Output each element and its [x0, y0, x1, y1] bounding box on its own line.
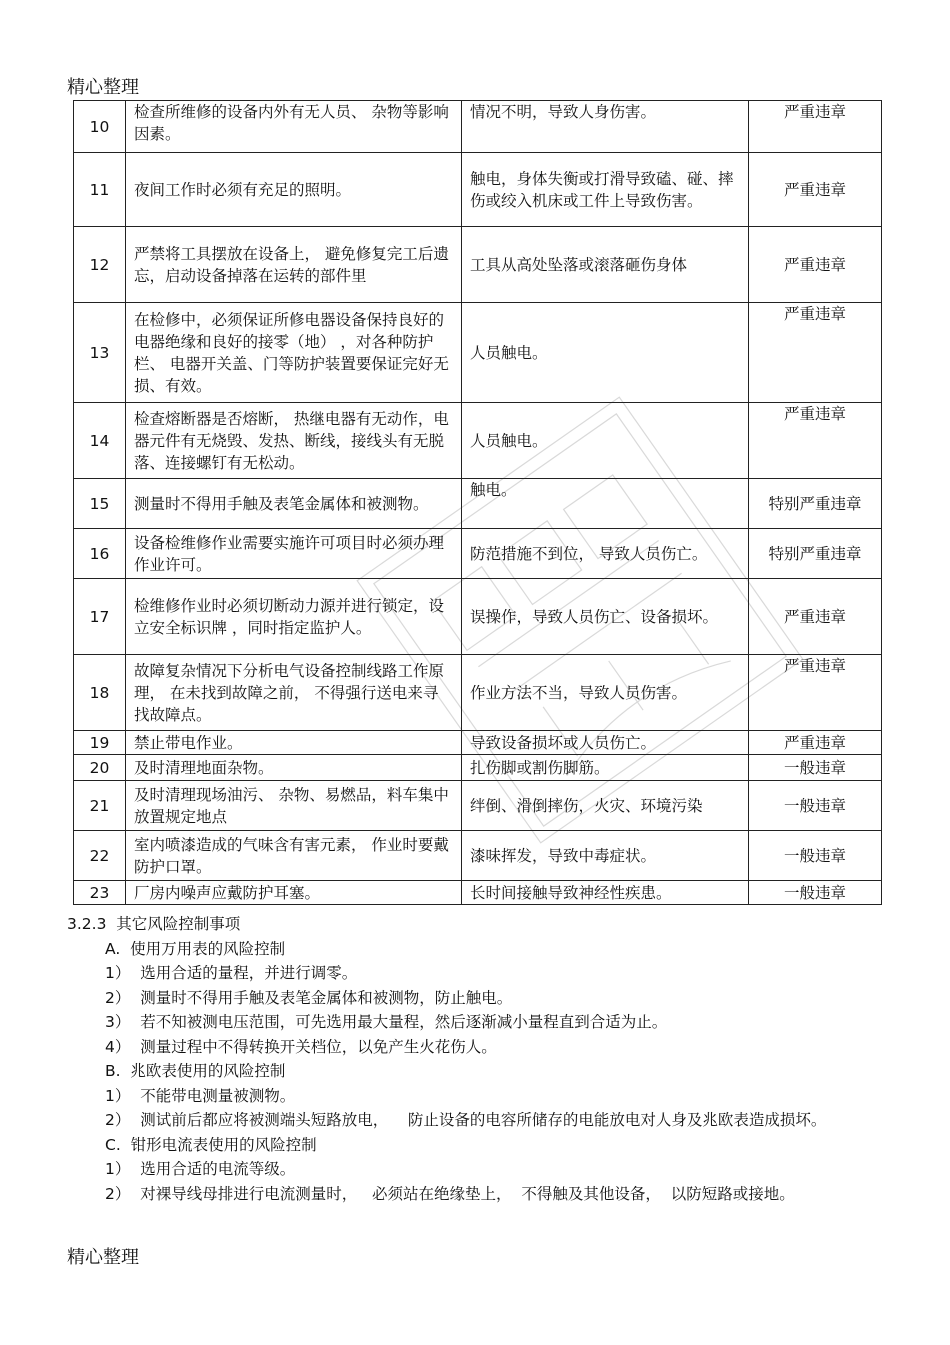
- row-number: 18: [74, 655, 126, 731]
- violation-level: 严重违章: [749, 153, 882, 227]
- list-item: 2） 测试前后都应将被测端头短路放电， 防止设备的电容所储存的电能放电对人身及兆欧表造成损坏。: [105, 1111, 827, 1129]
- row-number: 20: [74, 755, 126, 781]
- control-measure: 检查所维修的设备内外有无人员、 杂物等影响因素。: [126, 101, 462, 153]
- control-measure: 室内喷漆造成的气味含有害元素， 作业时要戴防护口罩。: [126, 831, 462, 881]
- risk-description: 工具从高处坠落或滚落砸伤身体: [462, 227, 749, 303]
- risk-description: 漆味挥发，导致中毒症状。: [462, 831, 749, 881]
- control-measure: 及时清理地面杂物。: [126, 755, 462, 781]
- row-number: 22: [74, 831, 126, 881]
- violation-level: 严重违章: [749, 227, 882, 303]
- row-number: 15: [74, 479, 126, 529]
- table-row: [74, 781, 882, 831]
- row-number: 11: [74, 153, 126, 227]
- section-heading: 3.2.3 其它风险控制事项: [67, 915, 241, 933]
- control-measure: 测量时不得用手触及表笔金属体和被测物。: [126, 479, 462, 529]
- risk-description: 作业方法不当，导致人员伤害。: [462, 655, 749, 731]
- other-risk-control-section: [67, 912, 887, 1206]
- risk-description: 情况不明，导致人身伤害。: [462, 101, 749, 153]
- list-item: 2） 对裸导线母排进行电流测量时， 必须站在绝缘垫上， 不得触及其他设备， 以防短路或接地。: [105, 1184, 795, 1203]
- row-number: 12: [74, 227, 126, 303]
- table-row: [74, 479, 882, 529]
- risk-description: 人员触电。: [462, 403, 749, 479]
- table-row: [74, 529, 882, 579]
- control-measure: 故障复杂情况下分析电气设备控制线路工作原理， 在未找到故障之前， 不得强行送电来寻找故障点。: [126, 655, 462, 731]
- list-item: 1） 不能带电测量被测物。: [105, 1086, 296, 1105]
- list-item: 4） 测量过程中不得转换开关档位，以免产生火花伤人。: [105, 1037, 497, 1056]
- violation-level: 一般违章: [749, 881, 882, 905]
- list-item: 2） 测量时不得用手触及表笔金属体和被测物，防止触电。: [105, 988, 513, 1007]
- clamp-meter-subheading: C. 钳形电流表使用的风险控制: [105, 1135, 317, 1154]
- list-item: 1） 选用合适的电流等级。: [105, 1160, 296, 1178]
- violation-level: 严重违章: [749, 731, 882, 755]
- control-measure: 检查熔断器是否熔断， 热继电器有无动作，电器元件有无烧毁、发热、断线，接线头有无脱落、连接螺钉有无松动。: [126, 403, 462, 479]
- violation-level: 严重违章: [749, 655, 882, 731]
- violation-level: 严重违章: [749, 303, 882, 403]
- table-row: [74, 881, 882, 905]
- multimeter-subheading: A. 使用万用表的风险控制: [105, 939, 286, 958]
- violation-level: 特别严重违章: [749, 529, 882, 579]
- violation-level: 一般违章: [749, 755, 882, 781]
- risk-description: 导致设备损坏或人员伤亡。: [462, 731, 749, 755]
- table-row: [74, 579, 882, 655]
- violation-level: 严重违章: [749, 403, 882, 479]
- violation-level: 一般违章: [749, 781, 882, 831]
- control-measure: 设备检维修作业需要实施许可项目时必须办理作业许可。: [126, 529, 462, 579]
- control-measure: 在检修中，必须保证所修电器设备保持良好的电器绝缘和良好的接零（地） ，对各种防护栏、 电器开关盖、门等防护装置要保证完好无损、有效。: [126, 303, 462, 403]
- risk-description: 人员触电。: [462, 303, 749, 403]
- row-number: 16: [74, 529, 126, 579]
- violation-level: 特别严重违章: [749, 479, 882, 529]
- control-measure: 严禁将工具摆放在设备上， 避免修复完工后遗忘，启动设备掉落在运转的部件里: [126, 227, 462, 303]
- table-row: [74, 831, 882, 881]
- violation-level: 严重违章: [749, 101, 882, 153]
- row-number: 13: [74, 303, 126, 403]
- row-number: 19: [74, 731, 126, 755]
- page-footer: 精心整理: [67, 1247, 139, 1268]
- violation-level: 严重违章: [749, 579, 882, 655]
- control-measure: 禁止带电作业。: [126, 731, 462, 755]
- megohmmeter-subheading: B. 兆欧表使用的风险控制: [105, 1062, 286, 1080]
- risk-description: 绊倒、滑倒摔伤，火灾、环境污染: [462, 781, 749, 831]
- page-header: 精心整理: [67, 77, 139, 98]
- row-number: 23: [74, 881, 126, 905]
- risk-description: 触电。: [462, 479, 749, 529]
- risk-control-table: [73, 100, 882, 905]
- table-row: [74, 403, 882, 479]
- risk-description: 扎伤脚或割伤脚筋。: [462, 755, 749, 781]
- list-item: 1） 选用合适的量程，并进行调零。: [105, 964, 358, 982]
- risk-description: 长时间接触导致神经性疾患。: [462, 881, 749, 905]
- control-measure: 及时清理现场油污、 杂物、易燃品，料车集中放置规定地点: [126, 781, 462, 831]
- risk-description: 防范措施不到位， 导致人员伤亡。: [462, 529, 749, 579]
- list-item: 3） 若不知被测电压范围，可先选用最大量程，然后逐渐减小量程直到合适为止。: [105, 1013, 668, 1031]
- table-row: [74, 227, 882, 303]
- table-row: [74, 755, 882, 781]
- row-number: 21: [74, 781, 126, 831]
- risk-description: 触电，身体失衡或打滑导致磕、碰、摔伤或绞入机床或工件上导致伤害。: [462, 153, 749, 227]
- table-row: [74, 655, 882, 731]
- table-row: [74, 101, 882, 153]
- risk-description: 误操作，导致人员伤亡、设备损坏。: [462, 579, 749, 655]
- control-measure: 检维修作业时必须切断动力源并进行锁定，设立安全标识牌 ，同时指定监护人。: [126, 579, 462, 655]
- control-measure: 厂房内噪声应戴防护耳塞。: [126, 881, 462, 905]
- row-number: 10: [74, 101, 126, 153]
- table-row: [74, 303, 882, 403]
- table-row: [74, 731, 882, 755]
- table-row: [74, 153, 882, 227]
- control-measure: 夜间工作时必须有充足的照明。: [126, 153, 462, 227]
- row-number: 17: [74, 579, 126, 655]
- violation-level: 一般违章: [749, 831, 882, 881]
- row-number: 14: [74, 403, 126, 479]
